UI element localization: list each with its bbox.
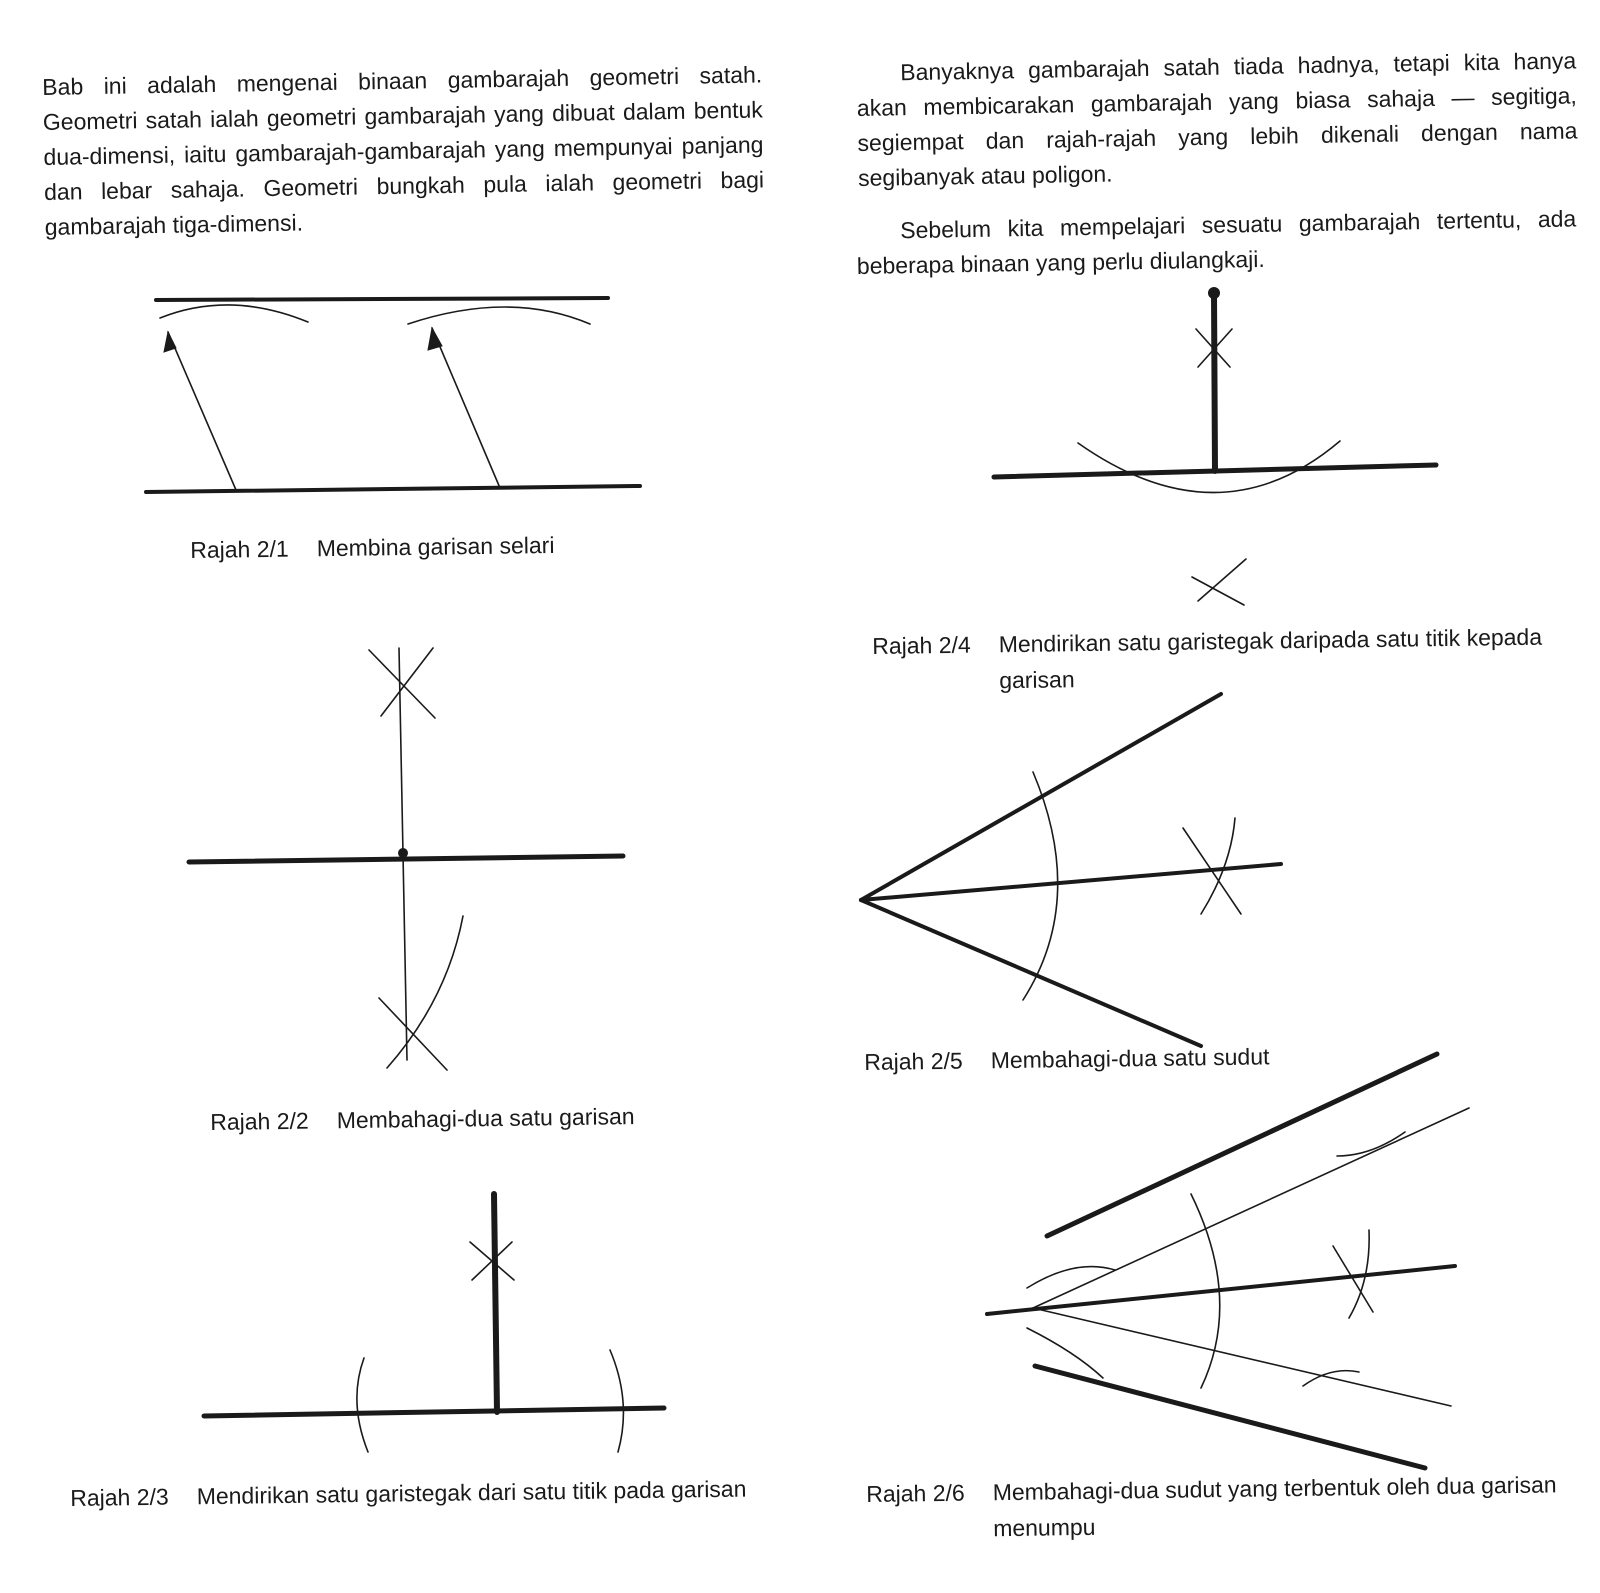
figure-2-6-bisect-converging-lines [975, 1050, 1480, 1470]
intro-paragraph-left: Bab ini adalah mengenai binaan gambarajah geometri satah. Geometri satah ialah geometri gambarajah yang dibuat dalam bentuk dua-dimensi, iaitu gambarajah-gambarajah yang mempunyai panjang dan lebar sahaja. Geometri bungkah pula ialah geometri bagi gambarajah tiga-dimensi. [42, 61, 765, 240]
figure-caption-text: Membina garisan selari [316, 531, 555, 562]
figure-2-6-caption [866, 1466, 1567, 1548]
figure-number: Rajah 2/3 [70, 1483, 169, 1511]
figure-number: Rajah 2/4 [872, 631, 971, 659]
figure-number: Rajah 2/6 [866, 1479, 965, 1507]
figure-caption-text: Mendirikan satu garistegak dari satu titik pada garisan [196, 1475, 747, 1510]
figure-2-2-caption [210, 1098, 635, 1140]
figure-2-3-perpendicular-on-line [200, 1190, 670, 1470]
intro-paragraph-right-2: Sebelum kita mempelajari sesuatu gambarajah tertentu, ada beberapa binaan yang perlu diulangkaji. [856, 205, 1577, 279]
figure-caption-text: Membahagi-dua satu garisan [336, 1103, 635, 1134]
figure-2-4-caption [872, 618, 1573, 700]
figure-2-4-perpendicular-to-line [990, 285, 1440, 625]
figure-caption-text: Membahagi-dua satu sudut [990, 1043, 1270, 1074]
figure-2-1-parallel-lines [130, 280, 660, 510]
figure-2-1-caption [190, 527, 555, 568]
intro-paragraph-right-1: Banyaknya gambarajah satah tiada hadnya, tetapi kita hanya akan membicarakan gambarajah yang biasa sahaja — segitiga, segiempat dan rajah-rajah yang lebih dikenali dengan nama segibanyak atau poligon. [856, 47, 1578, 191]
figure-2-3-caption [70, 1470, 790, 1516]
figure-caption-text: Mendirikan satu garistegak daripada satu titik kepada garisan [998, 623, 1543, 694]
figure-2-5-bisect-angle [855, 690, 1295, 1050]
figure-number: Rajah 2/1 [190, 535, 289, 563]
figure-number: Rajah 2/2 [210, 1107, 309, 1135]
figure-2-2-bisect-line [185, 640, 635, 1100]
figure-caption-text: Membahagi-dua sudut yang terbentuk oleh dua garisan menumpu [992, 1471, 1557, 1542]
figure-number: Rajah 2/5 [864, 1047, 963, 1075]
